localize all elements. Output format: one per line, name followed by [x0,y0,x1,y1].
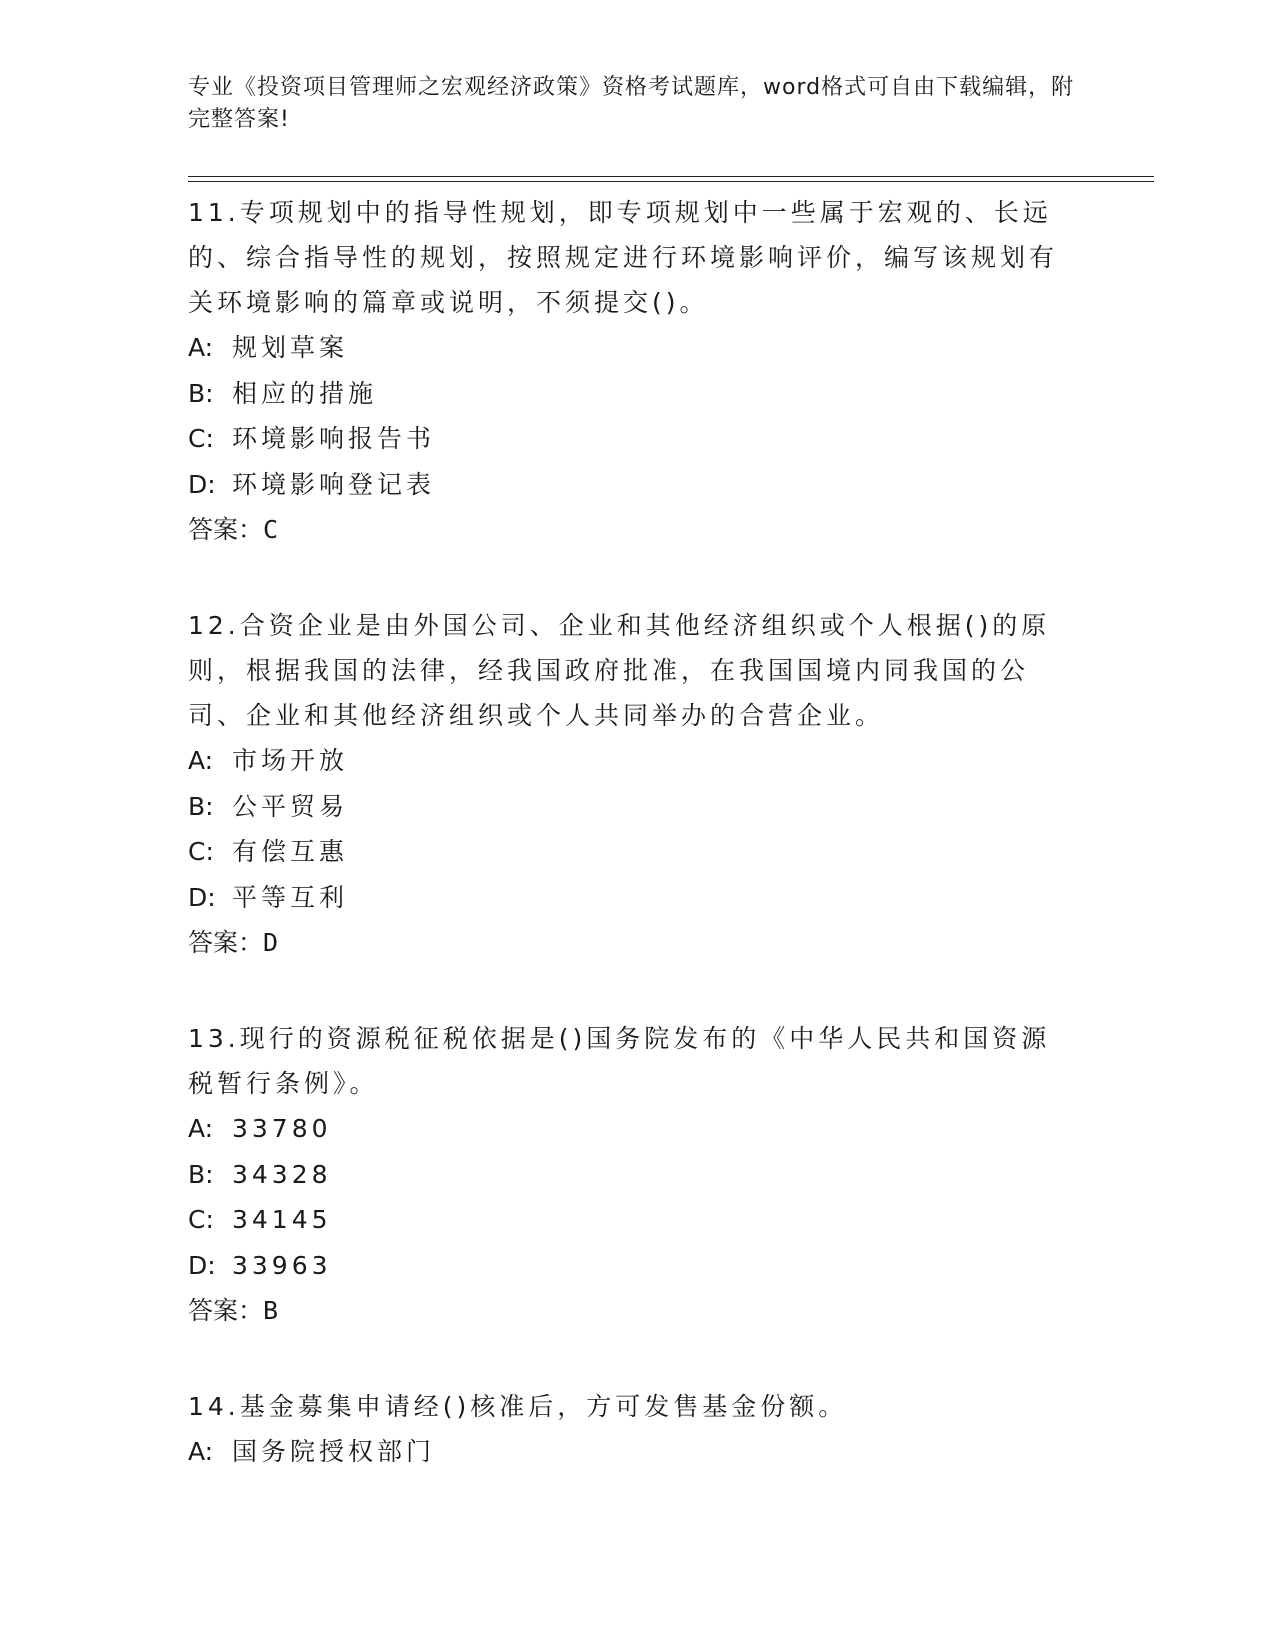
option-letter: B: [188,1159,214,1189]
option-letter: C: [188,424,214,453]
question-14 [188,1384,1088,1475]
question-11 [188,190,1088,553]
option-text: 33963 [232,1250,332,1280]
option-text: 国务院授权部门 [232,1437,436,1466]
option-c [188,829,1088,875]
answer-value: C [263,515,279,544]
question-list [188,190,1088,1525]
answer-line [188,920,1088,966]
answer-label: 答案： [188,515,264,544]
question-text: 13.现行的资源税征税依据是()国务院发布的《中华人民共和国资源税暂行条例》。 [188,1024,1051,1098]
option-letter: C: [188,1205,214,1234]
option-text: 环境影响登记表 [232,469,436,499]
answer-value: D [263,928,279,957]
answer-value: B [263,1296,279,1325]
option-a [188,1106,1088,1152]
option-d [188,1243,1088,1289]
option-b [188,371,1088,417]
answer-line [188,1288,1088,1334]
option-text: 34328 [232,1159,332,1189]
option-text: 34145 [232,1205,332,1234]
option-text: 环境影响报告书 [232,424,436,453]
option-b [188,784,1088,830]
option-text: 平等互利 [232,882,349,912]
option-letter: A: [188,746,214,775]
document-header: 专业《投资项目管理师之宏观经济政策》资格考试题库，word格式可自由下载编辑，附完整答案! [188,75,1075,132]
answer-label: 答案： [188,928,264,957]
option-letter: D: [188,469,216,499]
question-text: 14.基金募集申请经()核准后，方可发售基金份额。 [188,1392,848,1421]
option-b [188,1152,1088,1198]
question-text: 12.合资企业是由外国公司、企业和其他经济组织或个人根据()的原则，根据我国的法律，经我国政府批准，在我国国境内同我国的公司、企业和其他经济组织或个人共同举办的合营企业。 [188,611,1051,730]
option-letter: A: [188,333,214,362]
option-letter: B: [188,378,214,408]
option-d [188,875,1088,921]
option-a [188,325,1088,371]
option-c [188,416,1088,462]
option-c [188,1197,1088,1243]
answer-line [188,507,1088,553]
question-12 [188,603,1088,966]
option-letter: A: [188,1437,214,1466]
option-letter: B: [188,791,214,821]
option-text: 有偿互惠 [232,837,349,866]
option-d [188,462,1088,508]
option-a [188,738,1088,784]
option-letter: D: [188,882,216,912]
option-text: 相应的措施 [232,378,378,408]
option-text: 33780 [232,1114,332,1143]
answer-label: 答案： [188,1296,264,1325]
option-letter: A: [188,1114,214,1143]
header-divider-top [188,176,1154,177]
option-text: 市场开放 [232,746,349,775]
header-divider-bottom [188,181,1154,182]
option-letter: C: [188,837,214,866]
option-a [188,1429,1088,1475]
option-text: 公平贸易 [232,791,349,821]
question-13 [188,1016,1088,1334]
option-letter: D: [188,1250,216,1280]
option-text: 规划草案 [232,333,349,362]
question-text: 11.专项规划中的指导性规划，即专项规划中一些属于宏观的、长远的、综合指导性的规划，按照规定进行环境影响评价，编写该规划有关环境影响的篇章或说明，不须提交()。 [188,198,1059,317]
